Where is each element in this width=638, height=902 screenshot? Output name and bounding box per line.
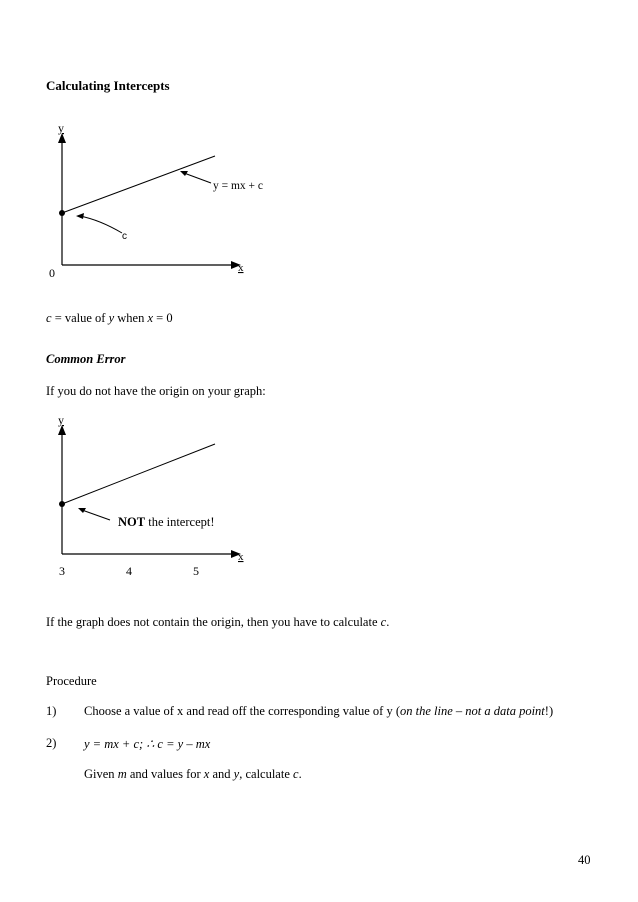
x-axis-label: x: [238, 551, 244, 563]
tick-label: 4: [126, 564, 132, 578]
common-error-title: Common Error: [46, 352, 126, 366]
y-axis-label: y: [58, 121, 64, 135]
no-origin-statement: If the graph does not contain the origin, then you have to calculate c.: [46, 615, 390, 629]
apparent-intercept-point: [59, 501, 65, 507]
step-2-instruction: Given m and values for x and y, calculate c.: [84, 767, 302, 781]
graph-line: [62, 444, 215, 504]
graph-line: [62, 156, 215, 213]
origin-label: 0: [49, 266, 55, 280]
note-arrow: [82, 510, 110, 520]
intercept-graph: [38, 120, 278, 285]
step-1-number: 1): [46, 704, 57, 718]
no-origin-graph: [38, 412, 278, 582]
intercept-definition: c = value of y when x = 0: [46, 311, 173, 325]
line-equation-label: y = mx + c: [213, 180, 264, 192]
procedure-title: Procedure: [46, 674, 97, 688]
line-label-arrow: [184, 173, 211, 183]
step-2-number: 2): [46, 736, 57, 750]
step-1-text: Choose a value of x and read off the corresponding value of y (on the line – not a data point!): [84, 704, 554, 718]
step-2-equation: y = mx + c; ∴ c = y – mx: [84, 737, 211, 751]
page-number: 40: [578, 853, 591, 867]
intercept-label: c: [122, 231, 127, 242]
intercept-arrow: [80, 216, 122, 233]
x-axis-label: x: [238, 262, 244, 274]
tick-label: 5: [193, 564, 199, 578]
not-intercept-note: NOT the intercept!: [118, 515, 215, 529]
common-error-intro: If you do not have the origin on your graph:: [46, 384, 266, 398]
y-axis-label: y: [58, 413, 64, 427]
page-heading: Calculating Intercepts: [46, 78, 170, 93]
intercept-point: [59, 210, 65, 216]
tick-label: 3: [59, 564, 65, 578]
